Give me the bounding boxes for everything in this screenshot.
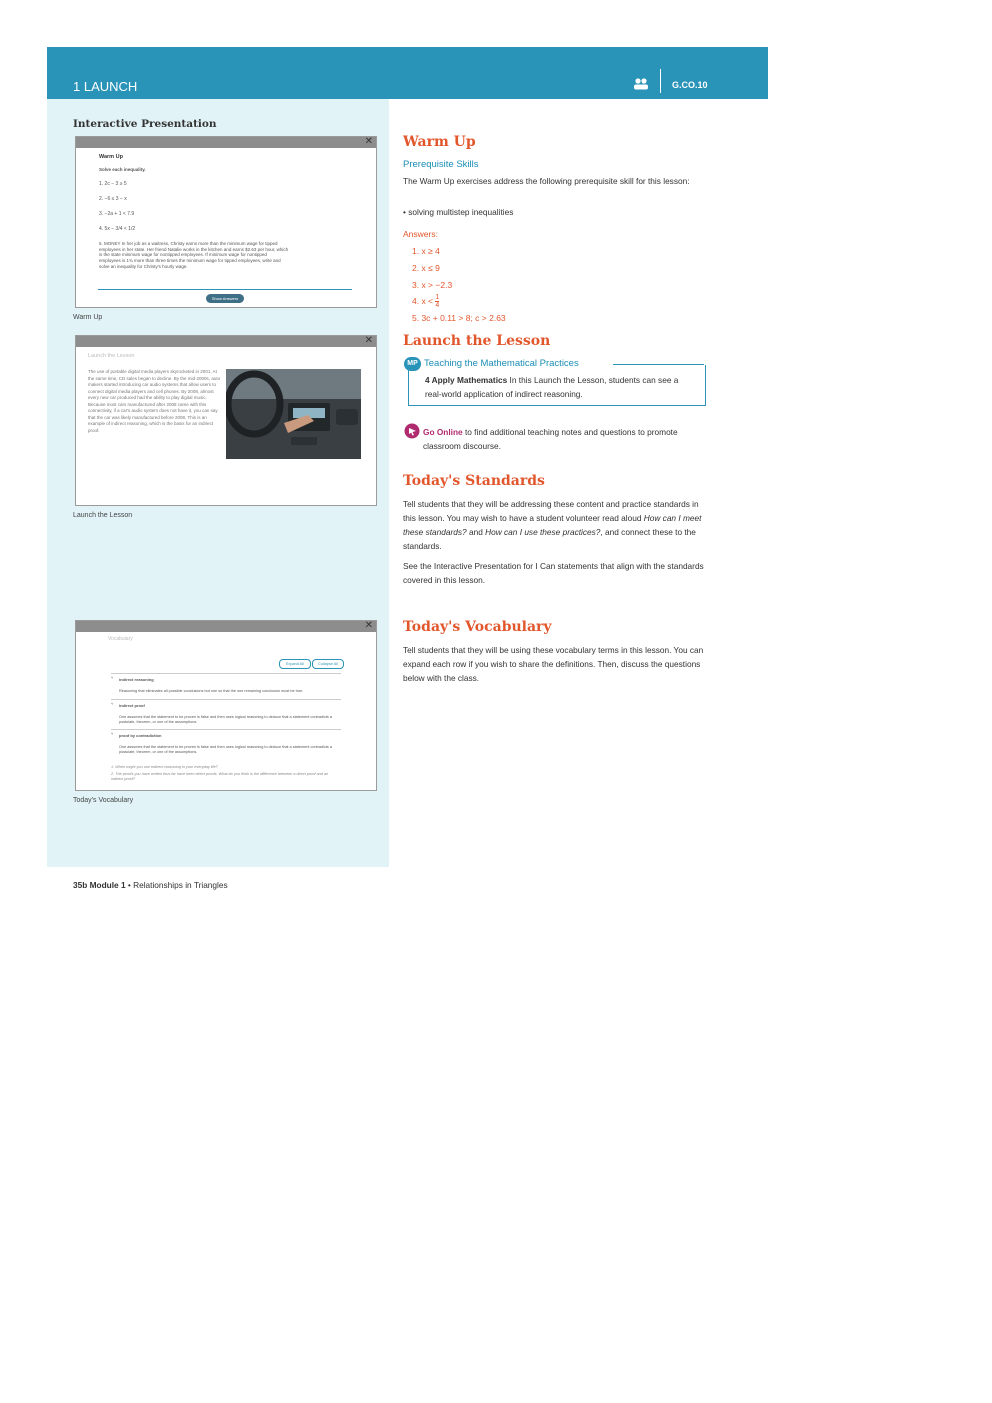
prereq-bullet: • solving multistep inequalities [403, 207, 514, 217]
car-dashboard-photo [226, 369, 361, 459]
vocab-question: 1. When might you use indirect reasoning in your everyday life? [111, 765, 218, 769]
standards-text-e: , and connect these to the standards. [403, 527, 696, 551]
vocab-heading: Vocabulary [108, 636, 133, 642]
standards-text-2: See the Interactive Presentation for I Can statements that align with the standards covered in this lesson. [403, 561, 704, 585]
warmup-titlebar [76, 137, 376, 148]
header-divider [660, 69, 661, 93]
warmup-heading: Warm Up [403, 134, 476, 150]
launch-caption: Launch the Lesson [73, 512, 133, 519]
vocab-divider [111, 729, 341, 730]
standard-code: G.CO.10 [672, 80, 708, 90]
collapse-all-button[interactable]: Collapse All [312, 659, 344, 669]
prereq-heading: Prerequisite Skills [403, 159, 479, 170]
warmup-caption: Warm Up [73, 314, 103, 321]
page-footer [73, 880, 228, 890]
vocab-definition: One assumes that the statement to be proven is false and then uses logical reasoning to deduce that a statement contradicts a postulate, theorem, or one of the assumptions. [119, 745, 332, 754]
launch-titlebar [76, 336, 376, 347]
section-title: 1 LAUNCH [73, 79, 138, 94]
vocabulary-text: Tell students that they will be using these vocabulary terms in this lesson. You can expand each row if you wish to share the definitions. Then, discuss the questions below with the class. [403, 645, 704, 683]
answer-5: 5. 3c + 0.11 > 8; c > 2.63 [412, 313, 506, 323]
vocab-term[interactable]: indirect proof [119, 703, 145, 708]
launch-heading: Launch the Lesson [403, 333, 551, 349]
vocabulary-heading: Today's Vocabulary [403, 619, 552, 635]
launch-heading: Launch the Lesson [88, 353, 135, 359]
vocab-term[interactable]: indirect reasoning [119, 677, 154, 682]
show-answers-button[interactable]: Show Answers [206, 294, 244, 303]
answer-1: 1. x ≥ 4 [412, 246, 440, 256]
vocab-definition: One assumes that the statement to be proven is false and then uses logical reasoning to deduce that a statement contradicts a postulate, theorem, or one of the assumptions. [119, 715, 332, 724]
mp-badge: MP [404, 357, 421, 371]
answer-3: 3. x > −2.3 [412, 280, 453, 290]
go-online-link[interactable]: Go Online [423, 427, 463, 437]
warmup-item: 1. 2c − 3 ≥ 5 [99, 181, 127, 187]
vocab-term[interactable]: proof by contradiction [119, 733, 162, 738]
standards-question-2: How can I use these practices? [485, 527, 601, 537]
warmup-item: 2. −6 ≤ 3 − x [99, 196, 127, 202]
warmup-instruction: Solve each inequality. [99, 167, 146, 172]
standards-text-a: Tell students that they will be addressing these content and practice standards in this lesson. You may wish to have a student volunteer read aloud [403, 499, 699, 523]
close-icon[interactable]: ✕ [364, 335, 373, 346]
vocab-divider [111, 699, 341, 700]
warmup-heading: Warm Up [99, 154, 123, 160]
answer-4: 4. x < $\frac{1}{4}$ [412, 294, 440, 310]
vocab-screen[interactable] [75, 620, 377, 791]
go-online-text [423, 425, 705, 453]
standards-text-c: and [466, 527, 486, 537]
vocab-divider [111, 673, 341, 674]
warmup-screen[interactable] [75, 136, 377, 308]
warmup-rule [98, 289, 352, 290]
standards-heading: Today's Standards [403, 473, 545, 489]
chevron-down-icon[interactable]: ˅ [111, 675, 114, 680]
mp-bold: 4 Apply Mathematics [425, 375, 508, 385]
warmup-problem: 5. MONEY In her job as a waitress, Christy earns more than the minimum wage for tipped employees in her state. Her friend Natalie works in the kitchen and earns $2.63 per hour, which is the state minimum wage for nontipped employees. If minimum wage for nontipped employees is 1¾ more than three times the minimum wage for tipped employees, write and solve an inequality for Christy's hourly wage. [99, 241, 289, 269]
page-number: 35b [73, 880, 88, 890]
interactive-presentation-title: Interactive Presentation [73, 118, 217, 130]
chevron-down-icon[interactable]: ˅ [111, 701, 114, 706]
launch-text: The use of portable digital media players skyrocketed in 2001. At the same time, CD sales began to decline. By the mid-2000s, auto makers started introducing car audio systems that allow users to connect digital media players and cell phones. By 2008, almost every new car produced had the ability to play digital music. Because most cars manufactured after 2008 came with this connectivity, if a car's audio system does not have it, you can say that the car was likely manufactured before 2008. This is an example of indirect reasoning, which is the basis for an indirect proof. [88, 369, 221, 433]
close-icon[interactable]: ✕ [364, 136, 373, 147]
expand-all-button[interactable]: Expand All [279, 659, 311, 669]
mp-text [425, 373, 697, 401]
group-icon [633, 77, 649, 91]
vocab-definition: Reasoning that eliminates all possible conclusions but one so that the one remaining conclusion must be true. [119, 689, 304, 693]
footer-separator: • [125, 880, 134, 890]
section-header [47, 47, 768, 99]
go-online-icon [404, 423, 420, 439]
answers-label: Answers: [403, 229, 438, 239]
module-label: Module 1 [89, 880, 126, 890]
module-title: Relationships in Triangles [133, 880, 228, 890]
mp-body: In this Launch the Lesson, students can see a real-world application of indirect reasoning. [425, 375, 679, 399]
warmup-item: 4. 5x − 3/4 < 1/2 [99, 226, 136, 232]
mp-title: Teaching the Mathematical Practices [424, 358, 579, 369]
vocab-titlebar [76, 621, 376, 632]
vocab-question: 2. The proofs you have written thus far have been direct proofs. What do you think is the difference between a direct proof and an indirect proof? [111, 772, 329, 781]
answer-2: 2. x ≤ 9 [412, 263, 440, 273]
vocab-caption: Today's Vocabulary [73, 797, 134, 804]
standards-question-1: How can I meet these standards? [403, 513, 702, 537]
go-online-body: to find additional teaching notes and questions to promote classroom discourse. [423, 427, 678, 451]
chevron-down-icon[interactable]: ˅ [111, 731, 114, 736]
prereq-text: The Warm Up exercises address the following prerequisite skill for this lesson: [403, 176, 690, 186]
close-icon[interactable]: ✕ [364, 620, 373, 631]
warmup-item: 3. −2a + 1 < 7.9 [99, 211, 135, 217]
standards-text [403, 497, 705, 553]
launch-screen[interactable] [75, 335, 377, 506]
